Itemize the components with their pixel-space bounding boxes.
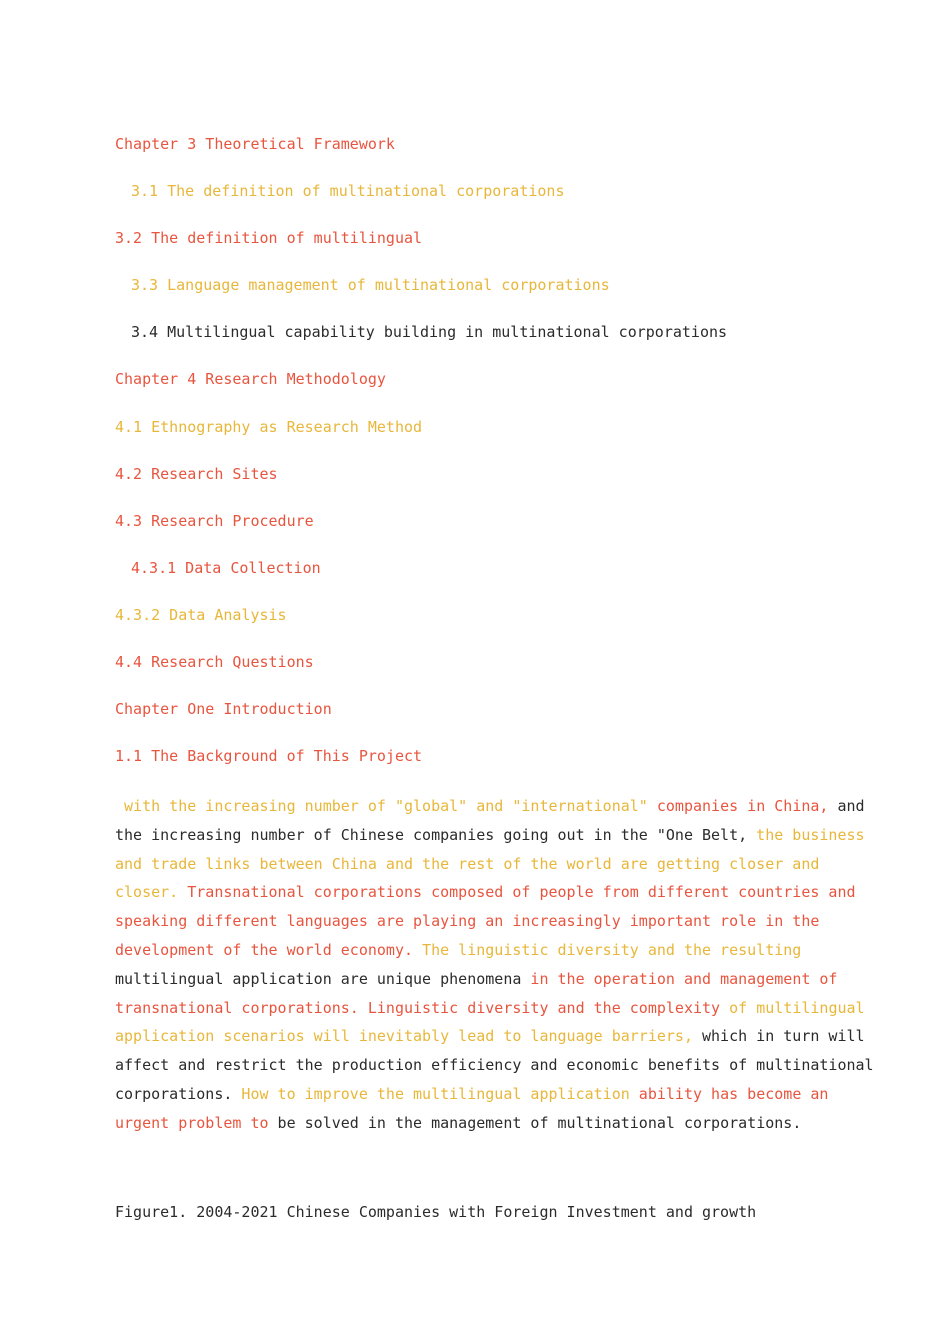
background-paragraph [115,792,874,1138]
figure-caption: Figure1. 2004-2021 Chinese Companies with Foreign Investment and growth [115,1203,757,1221]
paragraph-line: closer. Transnational corporations composed of people from different countries and [115,883,856,902]
toc-section-4-3: 4.3 Research Procedure [115,512,314,530]
toc-section-4-3-1: 4.3.1 Data Collection [131,559,321,577]
section-1-1-heading: 1.1 The Background of This Project [115,747,423,765]
paragraph-line: transnational corporations. Linguistic diversity and the complexity of multilingual [115,998,865,1017]
toc-section-3-2: 3.2 The definition of multilingual [115,229,423,247]
toc-chapter-3: Chapter 3 Theoretical Framework [115,135,395,153]
paragraph-line: corporations. How to improve the multilingual application ability has become an [115,1084,829,1103]
toc-section-4-2: 4.2 Research Sites [115,465,278,483]
toc-section-3-4: 3.4 Multilingual capability building in multinational corporations [131,323,728,341]
toc-section-3-3: 3.3 Language management of multinational corporations [131,276,610,294]
paragraph-line: development of the world economy. The linguistic diversity and the resulting [115,940,802,959]
paragraph-line: the increasing number of Chinese companies going out in the "One Belt, the business [115,825,865,844]
toc-chapter-4: Chapter 4 Research Methodology [115,370,386,388]
toc-section-3-1: 3.1 The definition of multinational corporations [131,182,565,200]
paragraph-line: with the increasing number of "global" and "international" companies in China, and [115,797,865,815]
chapter-one-heading: Chapter One Introduction [115,700,332,718]
toc-section-4-1: 4.1 Ethnography as Research Method [115,418,423,436]
paragraph-line: affect and restrict the production efficiency and economic benefits of multinational [115,1056,874,1075]
paragraph-line: speaking different languages are playing an increasingly important role in the [115,912,820,931]
toc-section-4-4: 4.4 Research Questions [115,653,314,671]
paragraph-line: multilingual application are unique phenomena in the operation and management of [115,969,838,988]
toc-section-4-3-2: 4.3.2 Data Analysis [115,606,287,624]
paragraph-line: urgent problem to be solved in the management of multinational corporations. [115,1113,802,1132]
paragraph-line: and trade links between China and the rest of the world are getting closer and [115,854,820,873]
paragraph-line: application scenarios will inevitably lead to language barriers, which in turn will [115,1027,865,1046]
